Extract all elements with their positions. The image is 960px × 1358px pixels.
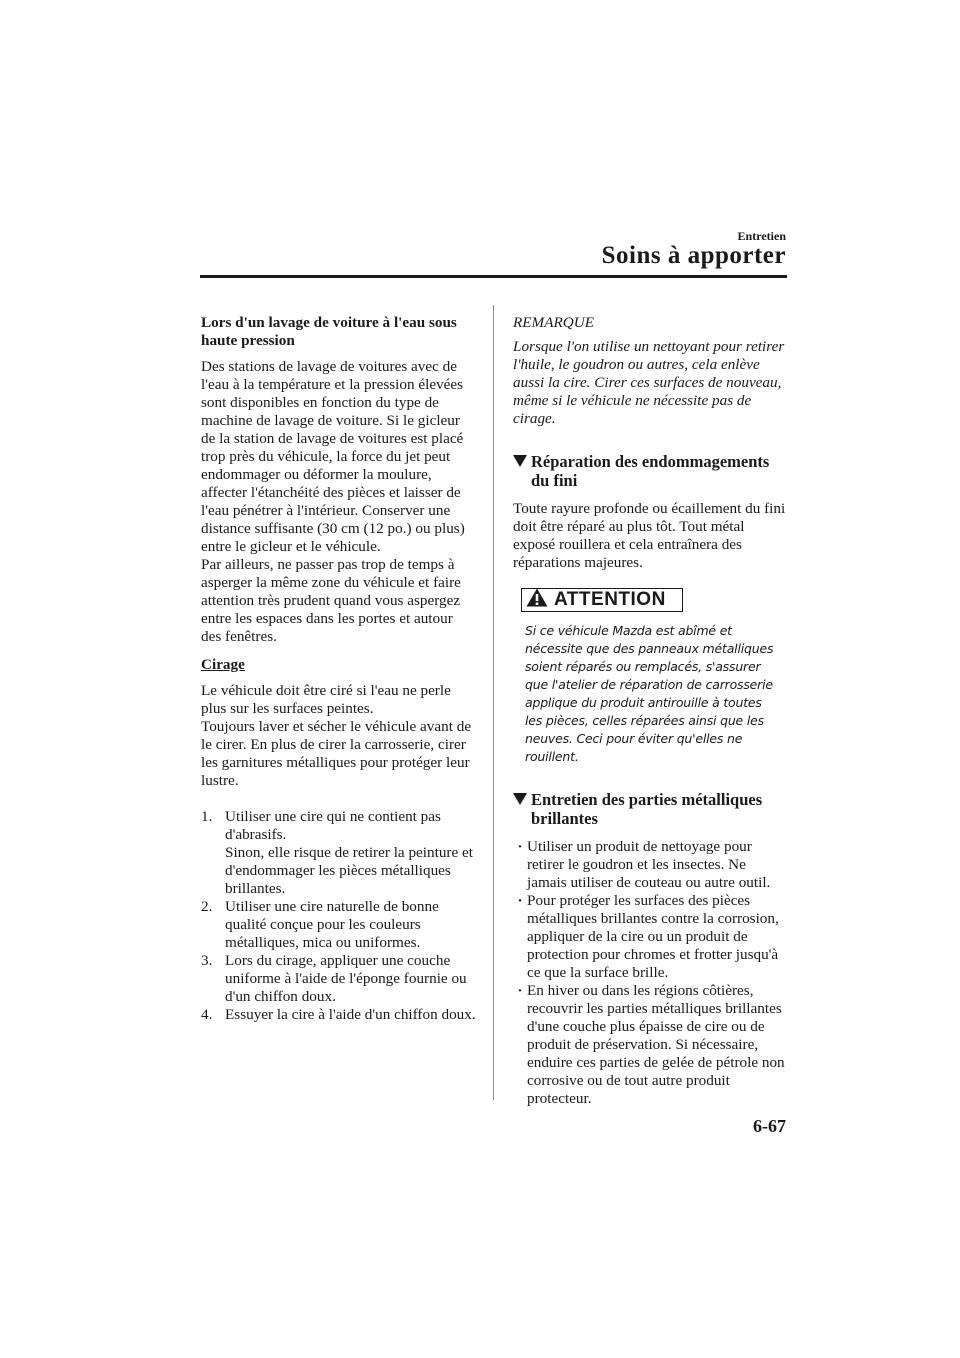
list-item [513, 982, 788, 1108]
triangle-down-icon [513, 452, 531, 490]
attention-label: ATTENTION [554, 589, 666, 610]
finish-repair-title: Réparation des endommagements du fini [531, 452, 770, 490]
list-item [201, 898, 476, 952]
left-column [201, 314, 476, 1024]
pressure-wash-heading: Lors d'un lavage de voiture à l'eau sous haute pression [201, 314, 457, 349]
warning-icon [526, 588, 548, 612]
attention-text: Si ce véhicule Mazda est abîmé et nécessite que des panneaux métalliques soient réparés ou remplacés, s'assurer que l'atelier de réparation de carrosserie applique du produit antirouille à toutes les pièces, celles réparées ainsi que les neuves. Ceci pour éviter qu'elles ne rouillent. [525, 623, 774, 764]
header-rule [200, 275, 787, 278]
step-text: Lors du cirage, appliquer une couche uniforme à l'aide de l'éponge fournie ou d'un chiffon doux. [225, 952, 467, 1005]
waxing-paragraph-2: Toujours laver et sécher le véhicule avant de le cirer. En plus de cirer la carrosserie, cirer les garnitures métalliques pour protéger leur lustre. [201, 718, 472, 789]
bright-metal-list [513, 838, 788, 1108]
step-text: Essuyer la cire à l'aide d'un chiffon doux. [225, 1006, 476, 1023]
step-number: 4. [201, 1006, 213, 1023]
bullet-text: Pour protéger les surfaces des pièces métalliques brillantes contre la corrosion, appliquer de la cire ou un produit de protection pour chromes et frotter jusqu'à ce que la surface brille. [527, 892, 779, 981]
pressure-wash-paragraph-2: Par ailleurs, ne passer pas trop de temps à asperger la même zone du véhicule et faire attention très prudent quand vous aspergez entre les espaces dans les portes et autour des fenêtres. [201, 556, 461, 645]
bullet-icon: · [517, 982, 523, 999]
step-text: Utiliser une cire naturelle de bonne qualité conçue pour les couleurs métalliques, mica ou uniformes. [225, 898, 439, 951]
bright-metal-heading [513, 790, 788, 828]
step-number: 1. [201, 808, 213, 825]
bullet-icon: · [517, 892, 523, 909]
step-text: Utiliser une cire qui ne contient pas d'abrasifs. [225, 808, 441, 843]
finish-repair-heading [513, 452, 788, 490]
waxing-paragraph: Le véhicule doit être ciré si l'eau ne perle plus sur les surfaces peintes. [201, 682, 451, 717]
triangle-down-icon [513, 790, 531, 828]
waxing-steps [201, 808, 476, 1024]
section-label: Entretien [737, 229, 786, 243]
page-title: Soins à apporter [601, 242, 786, 269]
remark-text: Lorsque l'on utilise un nettoyant pour retirer l'huile, le goudron ou autres, cela enlève aussi la cire. Cirer ces surfaces de nouveau, même si le véhicule ne nécessite pas de cirage. [513, 338, 785, 427]
remark-title: REMARQUE [513, 314, 594, 331]
bullet-text: En hiver ou dans les régions côtières, recouvrir les parties métalliques brillantes d'une couche plus épaisse de cire ou de produit de préservation. Si nécessaire, enduire ces parties de gelée de pétrole non corrosive ou de tout autre produit protecteur. [527, 982, 785, 1107]
list-item [201, 1006, 476, 1024]
right-column [513, 314, 788, 1108]
bullet-icon: · [517, 838, 523, 855]
bright-metal-title: Entretien des parties métalliques brillantes [531, 790, 763, 828]
step-number: 2. [201, 898, 213, 915]
step-number: 3. [201, 952, 213, 969]
column-divider [493, 305, 494, 1100]
list-item [201, 808, 476, 898]
list-item [513, 838, 788, 892]
list-item [513, 892, 788, 982]
waxing-heading: Cirage [201, 656, 245, 673]
finish-repair-text: Toute rayure profonde ou écaillement du fini doit être réparé au plus tôt. Tout métal exposé rouillera et cela entraînera des réparations majeures. [513, 500, 786, 571]
pressure-wash-paragraph: Des stations de lavage de voitures avec de l'eau à la température et la pression élevées sont disponibles en fonction du type de machine de lavage de voiture. Si le gicleur de la station de lavage de voitures est placé trop près du véhicule, la force du jet peut endommager ou déformer la moulure, affecter l'étanchéité des pièces et laisser de l'eau pénétrer à l'intérieur. Conserver une distance suffisante (30 cm (12 po.) ou plus) entre le gicleur et le véhicule. [201, 358, 465, 555]
bullet-text: Utiliser un produit de nettoyage pour retirer le goudron et les insectes. Ne jamais utiliser de couteau ou autre outil. [527, 838, 771, 891]
attention-box [521, 588, 683, 612]
list-item [201, 952, 476, 1006]
page-number: 6-67 [753, 1116, 786, 1136]
step-text-extra: Sinon, elle risque de retirer la peinture et d'endommager les pièces métalliques brillantes. [225, 844, 473, 897]
